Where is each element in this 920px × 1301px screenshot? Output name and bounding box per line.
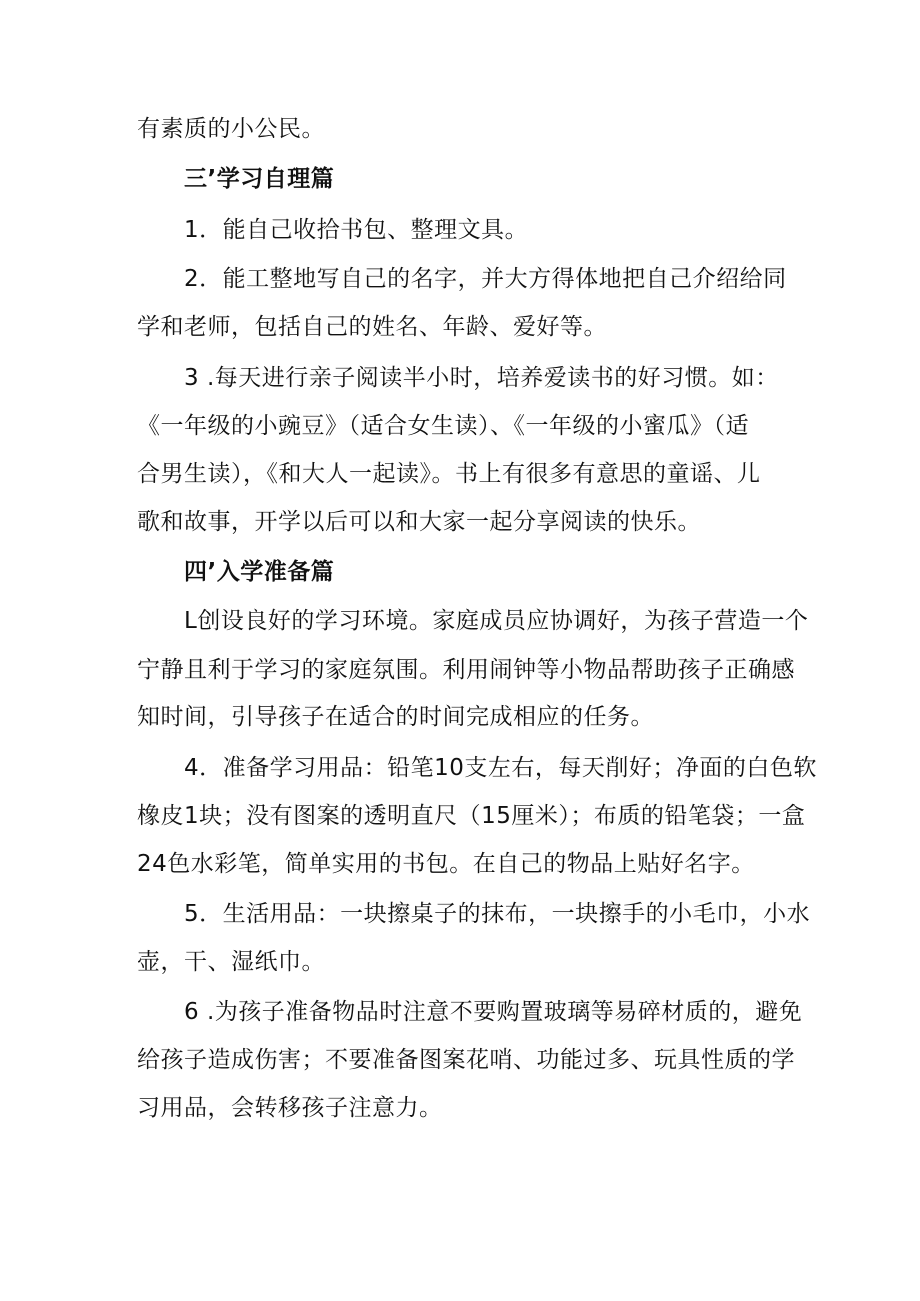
text-line: 有素质的小公民。 [137,116,325,142]
text-line: 3 .每天进行亲子阅读半小时，培养爱读书的好习惯。如： [184,365,779,391]
text-line: 知时间，引导孩子在适合的时间完成相应的任务。 [137,704,654,730]
text-line: 合男生读），《和大人一起读》。书上有很多有意思的童谣、儿 [137,461,761,487]
text-line: 2．能工整地写自己的名字，并大方得体地把自己介绍给同 [184,266,787,292]
text-line: 壶，干、湿纸巾。 [137,949,325,975]
text-line: 24色水彩笔，简单实用的书包。在自己的物品上贴好名字。 [137,851,755,877]
text-line: L创设良好的学习环境。家庭成员应协调好，为孩子营造一个 [184,608,809,634]
section-heading-4: 四’入学准备篇 [184,559,335,585]
section-heading-3: 三’学习自理篇 [184,166,335,192]
text-line: 橡皮1块；没有图案的透明直尺（15厘米）；布质的铅笔袋；一盒 [137,803,806,829]
text-line: 6 .为孩子准备物品时注意不要购置玻璃等易碎材质的，避免 [184,999,803,1025]
text-line: 宁静且利于学习的家庭氛围。利用闹钟等小物品帮助孩子正确感 [137,657,795,683]
text-line: 5．生活用品：一块擦桌子的抹布，一块擦手的小毛巾，小水 [184,901,811,927]
text-line: 1．能自己收拾书包、整理文具。 [184,217,529,243]
text-line: 《一年级的小豌豆》（适合女生读）、《一年级的小蜜瓜》（适 [137,413,749,439]
text-line: 4．准备学习用品：铅笔10支左右，每天削好；净面的白色软 [184,755,817,781]
text-line: 歌和故事，开学以后可以和大家一起分享阅读的快乐。 [137,509,701,535]
text-line: 给孩子造成伤害；不要准备图案花哨、功能过多、玩具性质的学 [137,1047,795,1073]
text-line: 习用品，会转移孩子注意力。 [137,1095,443,1121]
text-line: 学和老师，包括自己的姓名、年龄、爱好等。 [137,314,607,340]
